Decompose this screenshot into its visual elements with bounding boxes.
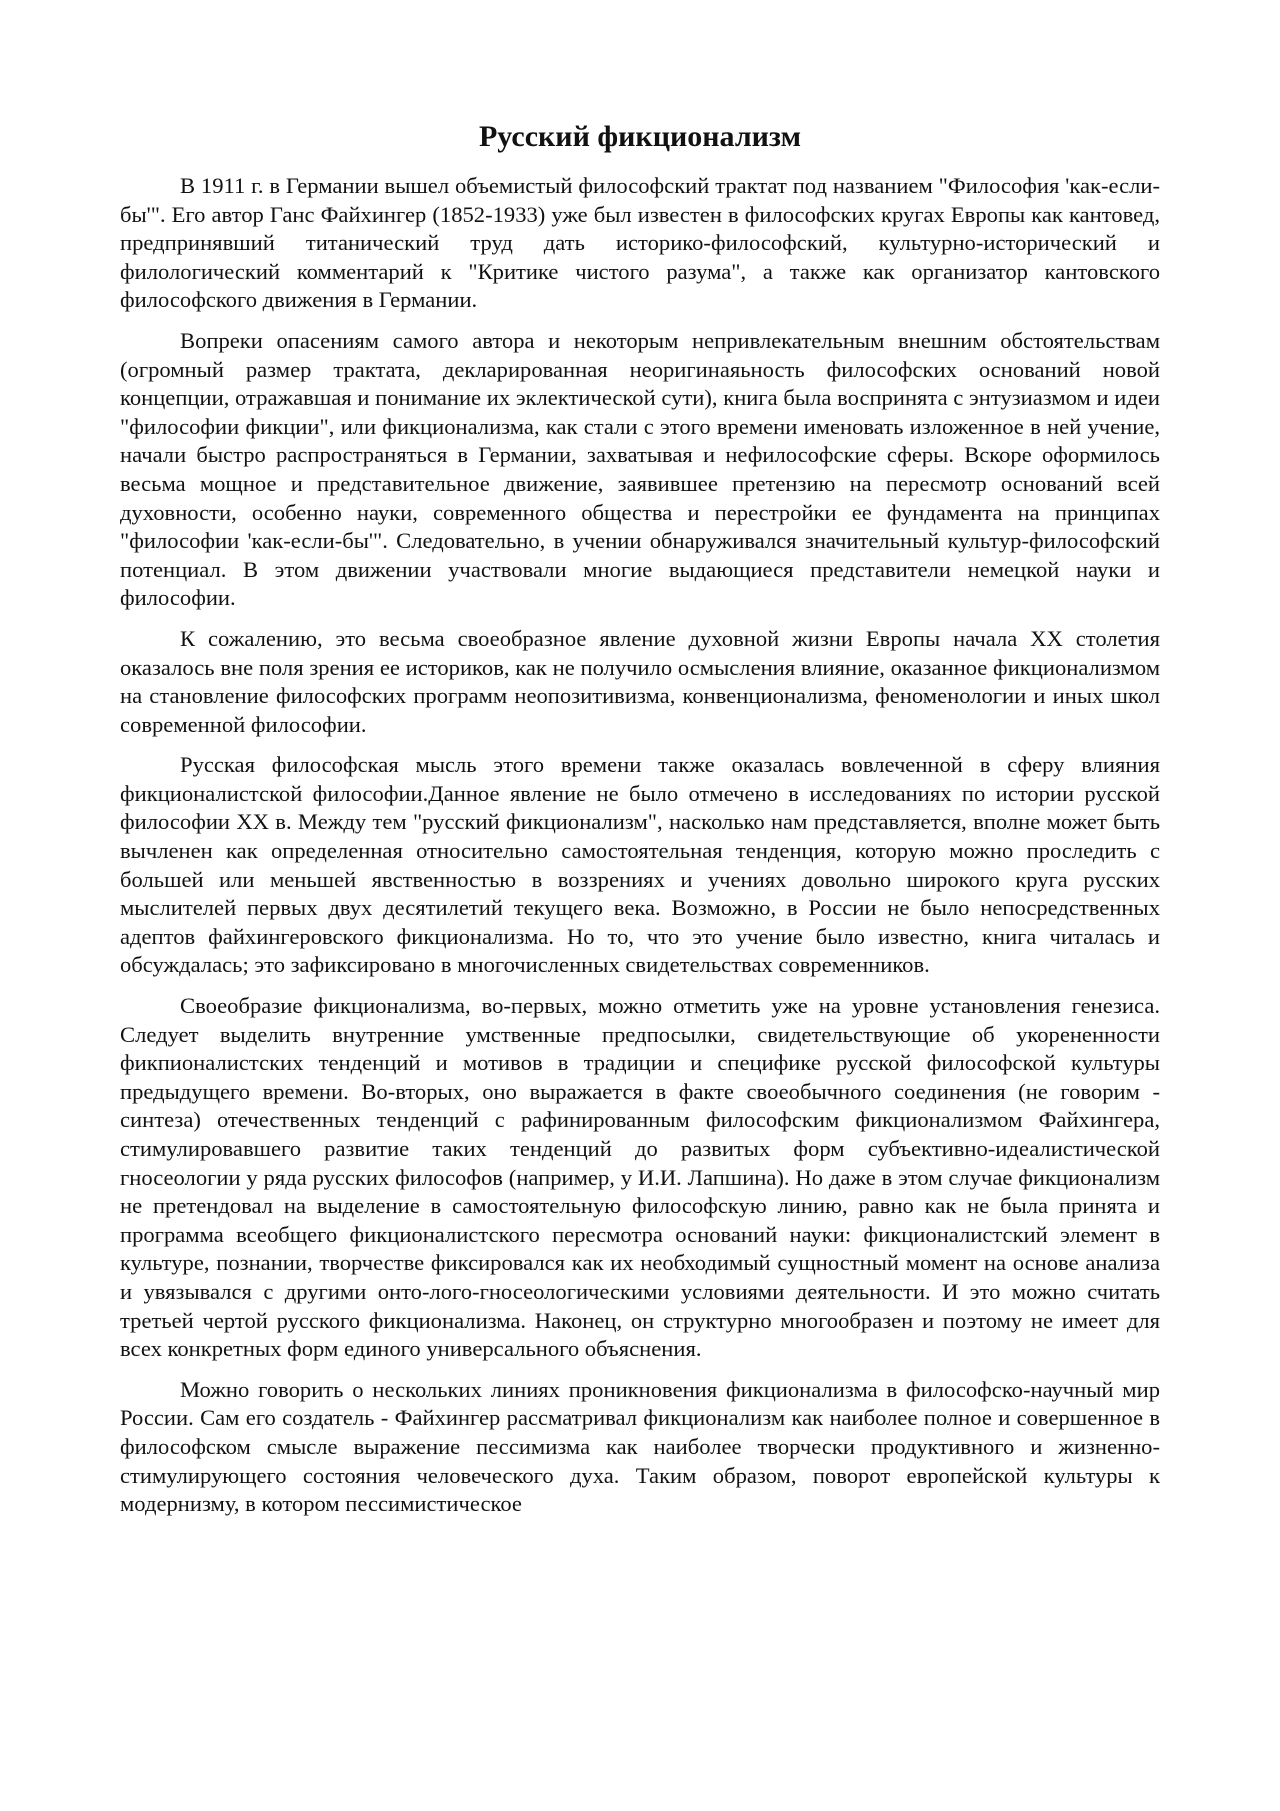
paragraph-3: К сожалению, это весьма своеобразное явление духовной жизни Европы начала XX столетия оказалось вне поля зрения ее историков, как не получило осмысления влияние, оказанное фикционализмом на становление философских программ неопозитивизма, конвенционализма, феноменологии и иных школ современной философии. — [120, 625, 1160, 737]
paragraph-1: В 1911 г. в Германии вышел объемистый философский трактат под названием "Философия 'как-если-бы'". Его автор Ганс Файхингер (1852-1933) уже был известен в философских кругах Европы как кантовед, предпринявший титанический труд дать историко-философский, культурно-исторический и филологический комментарий к "Критике чистого разума", а также как организатор кантовского философского движения в Германии. — [120, 173, 1160, 313]
paragraph-2: Вопреки опасениям самого автора и некоторым непривлекательным внешним обстоятельствам (огромный размер трактата, декларированная неоригинаяьность философских оснований новой концепции, отражавшая и понимание их эклектической сути), книга была воспринята с энтузиазмом и идеи "философии фикции", или фикционализма, как стали с этого времени именовать изложенное в ней учение, начали быстро распространяться в Германии, захватывая и нефилософские сферы. Вскоре оформилось весьма мощное и представительное движение, заявившее претензию на пересмотр оснований всей духовности, особенно науки, современного общества и перестройки ее фундамента на принципах "философии 'как-если-бы'". Следовательно, в учении обнаруживался значительный культур-философский потенциал. В этом движении участвовали многие выдающиеся представители немецкой науки и философии. — [120, 327, 1160, 611]
page-title: Русский фикционализм — [478, 120, 802, 153]
paragraph-6: Можно говорить о нескольких линиях проникновения фикционализма в философско-научный мир России. Сам его создатель - Файхингер рассматривал фикционализм как наиболее полное и совершенное в философском смысле выражение пессимизма как наиболее творчески продуктивного и жизненно-стимулирующего состояния человеческого духа. Таким образом, поворот европейской культуры к модернизму, в котором пессимистическое — [120, 1376, 1160, 1517]
paragraph-5: Своеобразие фикционализма, во-первых, можно отметить уже на уровне установления генезиса. Следует выделить внутренние умственные предпосылки, свидетельствующие об укорененности фикпионалистских тенденций и мотивов в традиции и специфике русской философской культуры предыдущего времени. Во-вторых, оно выражается в факте своеобычного соединения (не говорим - синтеза) отечественных тенденций с рафинированным философским фикционализмом Файхингера, стимулировавшего развитие таких тенденций до развитых форм субъективно-идеалистической гносеологии у ряда русских философов (например, у И.И. Лапшина). Но даже в этом случае фикционализм не претендовал на выделение в самостоятельную философскую линию, равно как не была принята и программа всеобщего фикционалистского пересмотра оснований науки: фикционалистский элемент в культуре, познании, творчестве фиксировался как их необходимый сущностный момент на основе анализа и увязывался с другими онто-лого-гносеологическими условиями деятельности. И это можно считать третьей чертой русского фикционализма. Наконец, он структурно многообразен и поэтому не имеет для всех конкретных форм единого универсального объяснения. — [120, 993, 1160, 1362]
paragraph-4: Русская философская мысль этого времени также оказалась вовлеченной в сферу влияния фикционалистской философии.Данное явление не было отмечено в исследованиях по истории русской философии XX в. Между тем "русский фикционализм", насколько нам представляется, вполне может быть вычленен как определенная относительно самостоятельная тенденция, которую можно проследить с большей или меньшей явственностью в воззрениях и учениях довольно широкого круга русских мыслителей первых двух десятилетий текущего века. Возможно, в России не было непосредственных адептов файхингеровского фикционализма. Но то, что это учение было известно, книга читалась и обсуждалась; это зафиксировано в многочисленных свидетельствах современников. — [120, 752, 1160, 978]
document-body — [120, 172, 1160, 1531]
